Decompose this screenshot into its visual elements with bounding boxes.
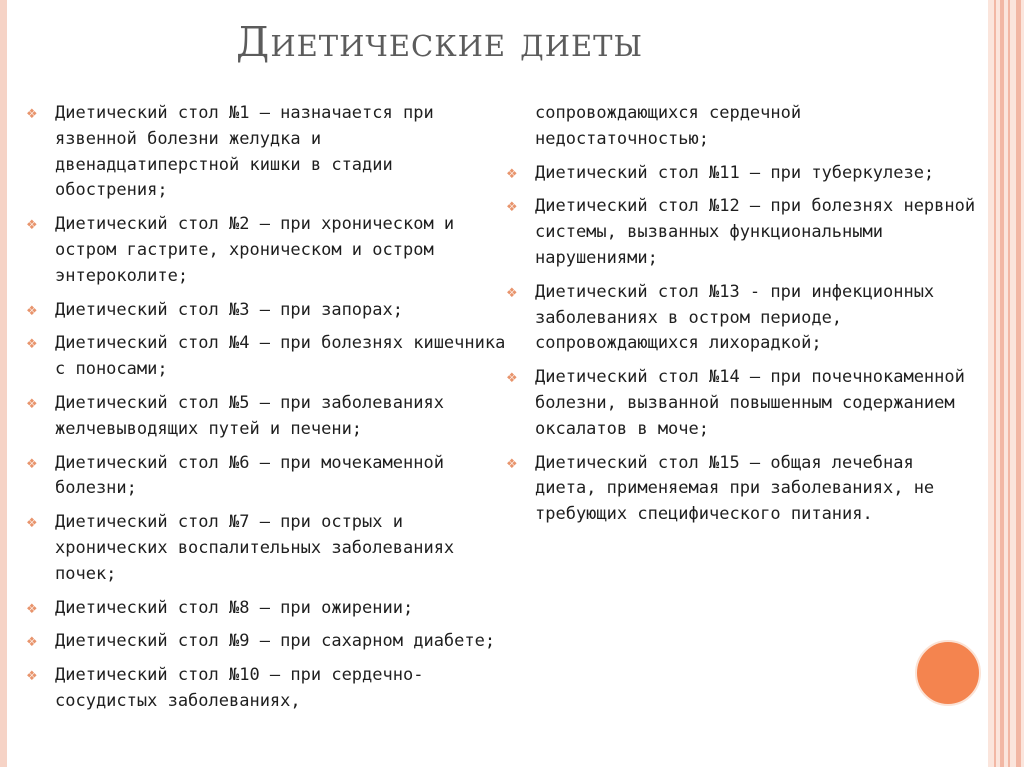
list-item xyxy=(26,331,506,383)
list-item-text: Диетический стол №5 – при заболеваниях желчевыводящих путей и печени; xyxy=(55,392,444,439)
bullet-icon: ❖ xyxy=(506,200,518,216)
bullet-icon: ❖ xyxy=(26,601,38,617)
list-item-text: Диетический стол №11 – при туберкулезе; xyxy=(535,162,935,183)
list-item xyxy=(506,194,984,271)
bullet-icon: ❖ xyxy=(26,635,38,651)
list-item-continuation xyxy=(506,101,984,153)
list-item-text: Диетический стол №13 - при инфекционных заболеваниях в остром периоде, сопровождающихся лихорадкой; xyxy=(535,281,935,354)
list-item-text: Диетический стол №12 – при болезнях нервной системы, вызванных функциональными нарушениями; xyxy=(535,196,976,268)
list-item xyxy=(26,101,506,204)
list-item-text: Диетический стол №6 – при мочекаменной болезни; xyxy=(55,452,444,499)
list-item xyxy=(26,298,506,324)
left-frame-border xyxy=(0,0,7,767)
slide-title: Диетические диеты xyxy=(236,18,644,66)
bullet-icon: ❖ xyxy=(26,218,38,234)
list-item xyxy=(26,451,506,503)
bullet-icon: ❖ xyxy=(26,669,38,685)
bullet-icon: ❖ xyxy=(506,371,518,387)
list-item xyxy=(506,365,984,442)
list-item-text: Диетический стол №1 – назначается при язвенной болезни желудка и двенадцатиперстной кишки в стадии обострения; xyxy=(55,103,434,201)
list-item xyxy=(506,451,984,528)
list-item-text: Диетический стол №14 – при почечнокаменной болезни, вызванной повышенным содержанием оксалатов в моче; xyxy=(535,367,965,439)
left-column-list xyxy=(26,101,506,723)
bullet-icon: ❖ xyxy=(26,516,38,532)
bullet-icon: ❖ xyxy=(506,166,518,182)
list-item xyxy=(26,212,506,289)
list-item-text: Диетический стол №9 – при сахарном диабете; xyxy=(55,631,496,652)
list-item-text: Диетический стол №10 – при сердечно-сосудистых заболеваниях, xyxy=(55,665,424,711)
list-item-text: Диетический стол №3 – при запорах; xyxy=(55,299,403,320)
list-item-text: сопровождающихся сердечной недостаточностью; xyxy=(535,103,802,149)
list-item-text: Диетический стол №2 – при хроническом и остром гастрите, хроническом и остром энтероколите; xyxy=(55,214,455,286)
list-item-text: Диетический стол №15 – общая лечебная диета, применяемая при заболеваниях, не требующих специфического питания. xyxy=(535,452,935,525)
bullet-icon: ❖ xyxy=(506,285,518,301)
list-item-text: Диетический стол №7 – при острых и хронических воспалительных заболеваниях почек; xyxy=(55,512,455,584)
bullet-icon: ❖ xyxy=(26,107,38,122)
list-item xyxy=(26,663,506,715)
list-item xyxy=(506,280,984,357)
list-item xyxy=(26,596,506,622)
list-item xyxy=(26,391,506,443)
bullet-icon: ❖ xyxy=(26,337,38,353)
right-frame-border xyxy=(988,0,1024,767)
right-column-list xyxy=(506,101,984,536)
bullet-icon: ❖ xyxy=(26,303,38,319)
bullet-icon: ❖ xyxy=(506,456,518,472)
list-item xyxy=(26,629,506,655)
list-item-text: Диетический стол №8 – при ожирении; xyxy=(55,597,414,618)
bullet-icon: ❖ xyxy=(26,456,38,472)
list-item xyxy=(26,510,506,587)
list-item-text: Диетический стол №4 – при болезнях кишечника с поносами; xyxy=(55,333,506,380)
list-item xyxy=(506,161,984,187)
bullet-icon: ❖ xyxy=(26,396,38,412)
decorative-circle xyxy=(915,640,981,706)
